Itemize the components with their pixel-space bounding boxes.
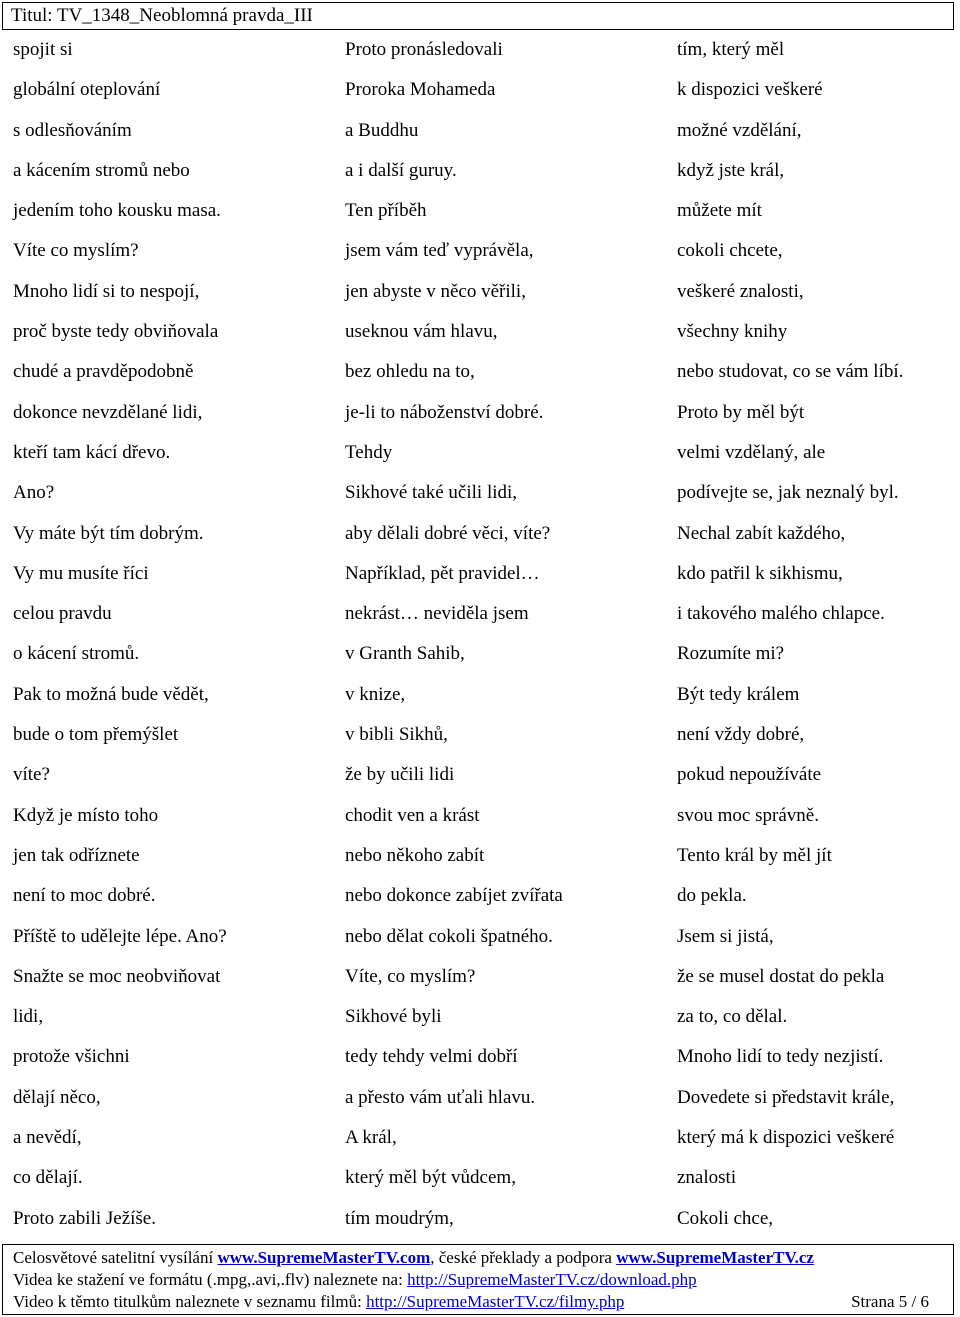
subtitle-line: proč byste tedy obviňovala (13, 321, 219, 343)
subtitle-line: podívejte se, jak neznalý byl. (677, 482, 899, 504)
subtitle-line: aby dělali dobré věci, víte? (345, 522, 551, 544)
subtitle-line: pokud nepoužíváte (677, 764, 822, 786)
subtitle-line: nebo dokonce zabíjet zvířata (345, 885, 563, 907)
subtitle-line: nebo někoho zabít (345, 844, 485, 866)
subtitle-line: Tehdy (345, 441, 393, 463)
subtitle-line: Víte co myslím? (13, 240, 139, 262)
subtitle-line: Sikhové také učili lidi, (345, 482, 518, 504)
subtitle-line: chudé a pravděpodobně (13, 361, 194, 383)
subtitle-column-3 (677, 36, 957, 1245)
document-title: Titul: TV_1348_Neoblomná pravda_III (11, 5, 313, 26)
subtitle-line: globální oteplování (13, 79, 161, 101)
subtitle-line: v bibli Sikhů, (345, 724, 448, 746)
subtitle-line: všechny knihy (677, 321, 788, 343)
subtitle-line: Příště to udělejte lépe. Ano? (13, 925, 227, 947)
subtitle-line: který měl být vůdcem, (345, 1167, 516, 1189)
footer-translation-text: , české překlady a podpora (430, 1248, 617, 1267)
download-link[interactable]: http://SupremeMasterTV.cz/download.php (407, 1270, 697, 1289)
subtitle-line: celou pravdu (13, 603, 112, 625)
title-box (2, 2, 954, 30)
subtitle-line: znalosti (677, 1167, 737, 1189)
subtitle-line: Víte, co myslím? (345, 965, 476, 987)
subtitle-line: Dovedete si představit krále, (677, 1086, 895, 1108)
subtitle-line: Mnoho lidí to tedy nezjistí. (677, 1046, 884, 1068)
suprememastertv-cz-link[interactable]: www.SupremeMasterTV.cz (616, 1248, 814, 1267)
subtitle-line: Ano? (13, 482, 55, 504)
subtitle-line: dělají něco, (13, 1086, 101, 1108)
subtitle-line: není vždy dobré, (677, 724, 805, 746)
subtitle-line: Být tedy králem (677, 683, 800, 705)
subtitle-line: a Buddhu (345, 119, 419, 141)
footer-line-download (13, 1270, 697, 1290)
subtitle-line: nebo studovat, co se vám líbí. (677, 361, 904, 383)
subtitle-line: Proroka Mohameda (345, 79, 496, 101)
subtitle-line: velmi vzdělaný, ale (677, 441, 826, 463)
subtitle-line: že by učili lidi (345, 764, 455, 786)
subtitle-line: možné vzdělání, (677, 119, 802, 141)
subtitle-line: Mnoho lidí si to nespojí, (13, 280, 200, 302)
subtitle-line: Nechal zabít každého, (677, 522, 846, 544)
subtitle-line: a i další guruy. (345, 159, 457, 181)
subtitle-line: jen abyste v něco věřili, (345, 280, 526, 302)
subtitle-line: můžete mít (677, 200, 762, 222)
subtitle-line: Tento král by měl jít (677, 844, 832, 866)
subtitle-line: s odlesňováním (13, 119, 132, 141)
subtitle-line: Vy mu musíte říci (13, 562, 149, 584)
subtitle-line: protože všichni (13, 1046, 130, 1068)
suprememastertv-com-link[interactable]: www.SupremeMasterTV.com (217, 1248, 431, 1267)
subtitle-line: za to, co dělal. (677, 1006, 788, 1028)
subtitle-line: tedy tehdy velmi dobří (345, 1046, 518, 1068)
footer (2, 1244, 954, 1315)
subtitle-line: k dispozici veškeré (677, 79, 823, 101)
subtitle-line: kteří tam kácí dřevo. (13, 441, 171, 463)
subtitle-line: Snažte se moc neobviňovat (13, 965, 221, 987)
subtitle-line: a kácením stromů nebo (13, 159, 190, 181)
subtitle-line: veškeré znalosti, (677, 280, 804, 302)
subtitle-line: víte? (13, 764, 50, 786)
subtitle-line: který má k dispozici veškeré (677, 1127, 895, 1149)
subtitle-line: v Granth Sahib, (345, 643, 465, 665)
footer-line-films (13, 1292, 624, 1312)
subtitle-line: svou moc správně. (677, 804, 819, 826)
subtitle-line: useknou vám hlavu, (345, 321, 498, 343)
subtitle-line: A král, (345, 1127, 397, 1149)
subtitle-line: do pekla. (677, 885, 747, 907)
subtitle-line: Pak to možná bude vědět, (13, 683, 209, 705)
subtitle-line: o kácení stromů. (13, 643, 140, 665)
subtitle-line: je-li to náboženství dobré. (345, 401, 544, 423)
subtitle-line: v knize, (345, 683, 406, 705)
subtitle-line: spojit si (13, 39, 73, 60)
subtitle-column-1 (13, 36, 333, 1245)
subtitle-line: nekrást… neviděla jsem (345, 603, 529, 625)
subtitle-line: Například, pět pravidel… (345, 562, 540, 584)
footer-broadcast-text: Celosvětové satelitní vysílání (13, 1248, 218, 1267)
subtitle-line: jedením toho kousku masa. (13, 200, 221, 222)
subtitle-line: chodit ven a krást (345, 804, 480, 826)
subtitle-column-2 (345, 36, 665, 1245)
subtitle-line: Jsem si jistá, (677, 925, 774, 947)
subtitle-line: Proto zabili Ježíše. (13, 1207, 156, 1229)
subtitle-line: Rozumíte mi? (677, 643, 785, 665)
subtitle-line: není to moc dobré. (13, 885, 156, 907)
subtitle-line: cokoli chcete, (677, 240, 783, 262)
subtitle-line: tím, který měl (677, 39, 785, 60)
subtitle-line: Ten příběh (345, 200, 427, 222)
subtitle-line: Cokoli chce, (677, 1207, 774, 1229)
subtitle-line: bez ohledu na to, (345, 361, 475, 383)
subtitle-line: Vy máte být tím dobrým. (13, 522, 204, 544)
subtitle-line: tím moudrým, (345, 1207, 454, 1229)
footer-line-broadcast (13, 1248, 814, 1268)
page-number: Strana 5 / 6 (851, 1292, 929, 1311)
subtitle-line: když jste král, (677, 159, 785, 181)
subtitle-line: že se musel dostat do pekla (677, 965, 885, 987)
subtitle-line: dokonce nevzdělané lidi, (13, 401, 203, 423)
subtitle-line: i takového malého chlapce. (677, 603, 885, 625)
subtitle-line: lidi, (13, 1006, 44, 1028)
subtitle-line: nebo dělat cokoli špatného. (345, 925, 553, 947)
subtitle-line: Proto pronásledovali (345, 39, 503, 60)
subtitle-line: Sikhové byli (345, 1006, 442, 1028)
subtitle-line: a nevědí, (13, 1127, 82, 1149)
subtitle-line: Proto by měl být (677, 401, 805, 423)
subtitle-line: kdo patřil k sikhismu, (677, 562, 843, 584)
subtitle-line: bude o tom přemýšlet (13, 724, 179, 746)
subtitle-line: jen tak odříznete (13, 844, 140, 866)
subtitle-line: a přesto vám uťali hlavu. (345, 1086, 536, 1108)
subtitle-line: jsem vám teď vyprávěla, (345, 240, 534, 262)
footer-films-text: Video k těmto titulkům naleznete v seznamu filmů: (13, 1292, 367, 1311)
footer-download-text: Videa ke stažení ve formátu (.mpg,.avi,.flv) naleznete na: (13, 1270, 408, 1289)
subtitle-line: co dělají. (13, 1167, 83, 1189)
subtitle-line: Když je místo toho (13, 804, 159, 826)
films-link[interactable]: http://SupremeMasterTV.cz/filmy.php (366, 1292, 625, 1311)
